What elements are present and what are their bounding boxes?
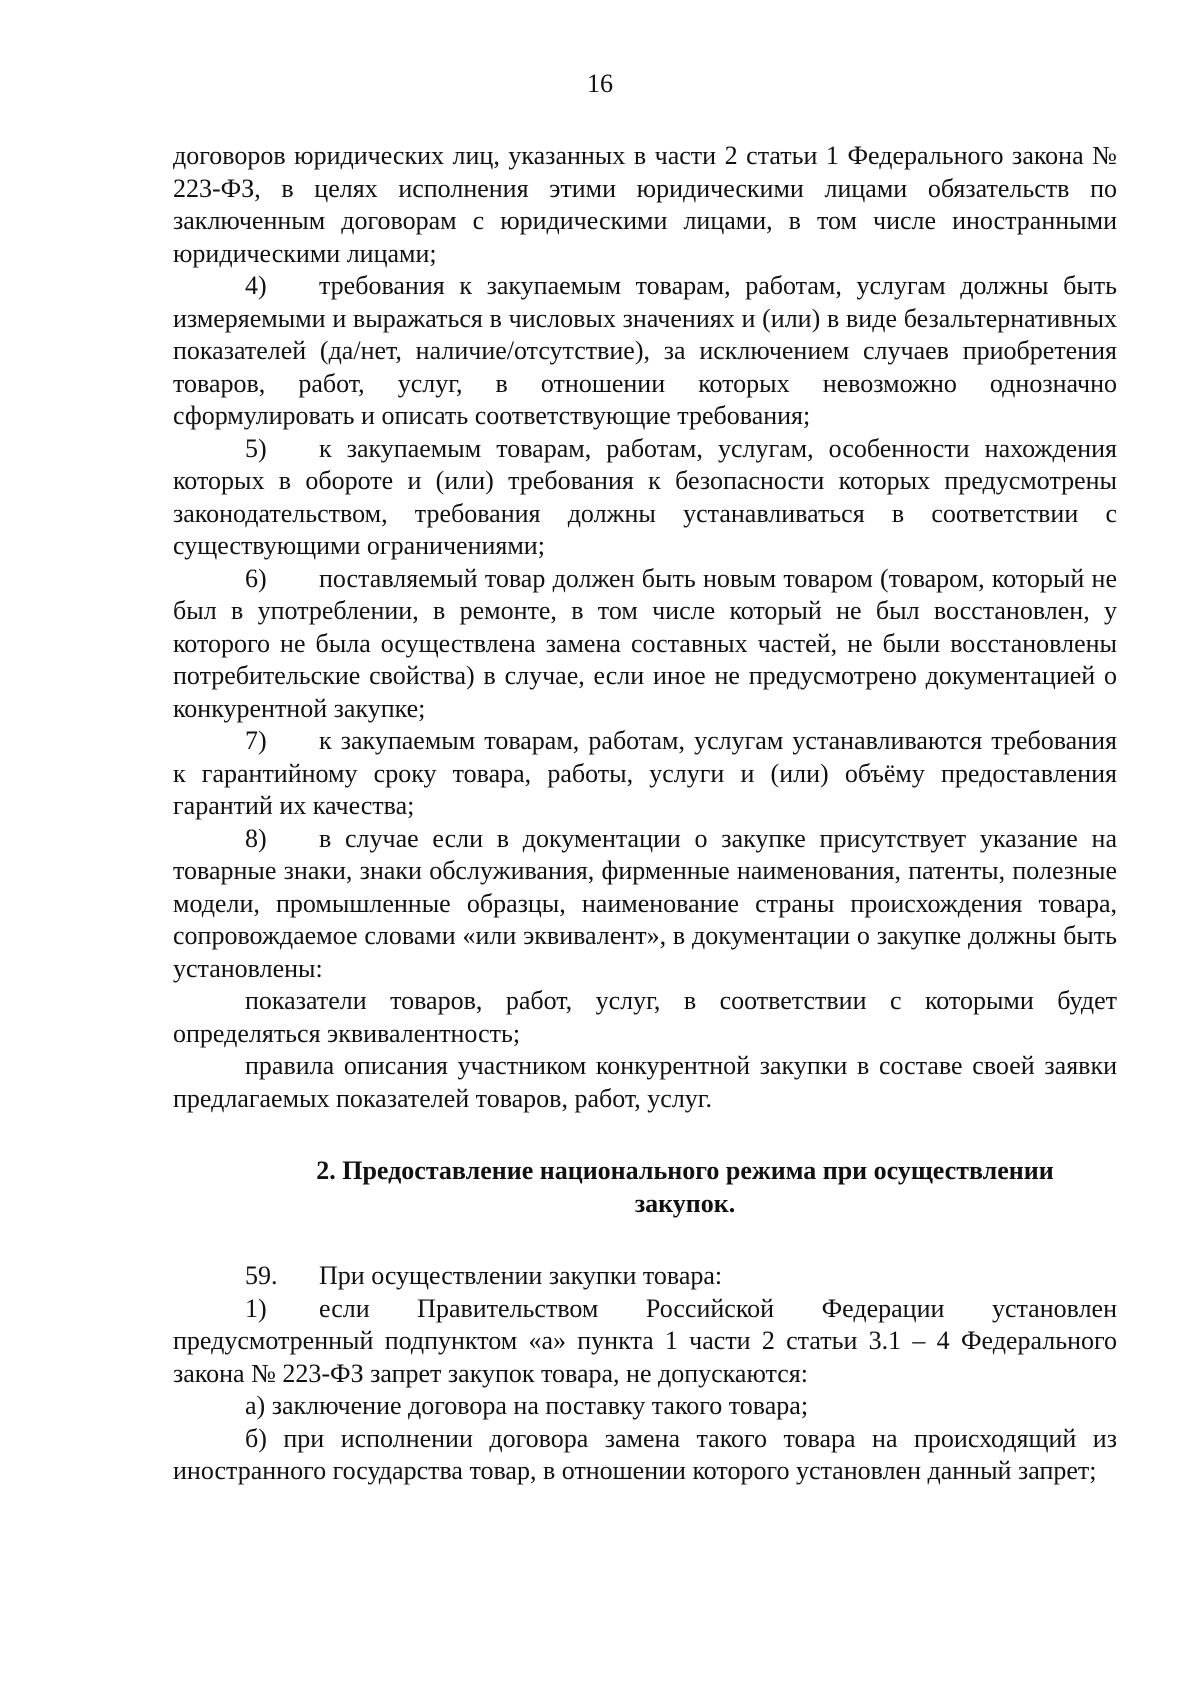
list-item-6 (173, 563, 1117, 726)
item-text: к закупаемым товарам, работам, услугам, особенности нахождения которых в обороте и (или) требования к безопасности которых предусмотрены законодательством, требования должны устанавливаться в соответствии с существующими ограничениями; (173, 433, 1117, 560)
subitem-b: б) при исполнении договора замена такого товара на происходящий из иностранного государства товар, в отношении которого установлен данный запрет; (173, 1423, 1117, 1485)
item-number: 6) (245, 563, 267, 593)
item-number: 1) (245, 1293, 267, 1323)
paragraph-equivalence-indicators: показатели товаров, работ, услуг, в соответствии с которыми будет определяться эквивалентность; (173, 986, 1117, 1048)
clause-text: При осуществлении закупки товара: (319, 1261, 723, 1290)
item-text: требования к закупаемым товарам, работам, услугам должны быть измеряемыми и выражаться в числовых значениях и (или) в виде безальтернативных показателей (да/нет, наличие/отсутствие), за исключением случаев приобретения товаров, работ, услуг, в отношении которых невозможно однозначно сформулировать и описать соответствующие требования; (173, 271, 1117, 430)
item-text: поставляемый товар должен быть новым товаром (товаром, который не был в употреблении, в ремонте, в том числе который не был восстановлен, у которого не была осуществлена замена составных частей, не были восстановлены потребительские свойства) в случае, если иное не предусмотрено документацией о конкурентной закупке; (173, 563, 1117, 723)
section-heading (173, 1155, 1117, 1220)
paragraph-continuation: договоров юридических лиц, указанных в части 2 статьи 1 Федерального закона № 223-ФЗ, в целях исполнения этими юридическими лицами обязательств по заключенным договорам с юридическими лицами, в том числе иностранными юридическими лицами; (173, 141, 1117, 268)
item-number: 7) (245, 726, 267, 755)
item-text: если Правительством Российской Федерации установлен предусмотренный подпунктом «а» пункта 1 части 2 статьи 3.1 – 4 Федерального закона № 223-ФЗ запрет закупок товара, не допускаются: (173, 1293, 1117, 1388)
list-item-4 (173, 270, 1117, 433)
section-heading-line-1: 2. Предоставление национального режима при осуществлении (316, 1156, 1054, 1185)
list-item-5 (173, 433, 1117, 563)
list-item-8 (173, 823, 1117, 986)
list-item-7 (173, 725, 1117, 823)
subitem-a: а) заключение договора на поставку такого товара; (245, 1391, 809, 1420)
item-text: в случае если в документации о закупке присутствует указание на товарные знаки, знаки обслуживания, фирменные наименования, патенты, полезные модели, промышленные образцы, наименование страны происхождения товара, сопровождаемое словами «или эквивалент», в документации о закупке должны быть установлены: (173, 823, 1117, 983)
item-number: 5) (245, 433, 267, 463)
item-number: 4) (245, 271, 267, 300)
section-heading-line-2: закупок. (634, 1188, 736, 1218)
document-body (173, 140, 1117, 1488)
clause-59 (173, 1260, 1117, 1293)
page-number: 16 (587, 69, 613, 98)
paragraph-description-rules: правила описания участником конкурентной закупки в составе своей заявки предлагаемых показателей товаров, работ, услуг. (173, 1051, 1117, 1113)
list-item-1 (173, 1293, 1117, 1391)
item-text: к закупаемым товарам, работам, услугам устанавливаются требования к гарантийному сроку товара, работы, услуги и (или) объёму предоставления гарантий их качества; (173, 726, 1117, 820)
item-number: 8) (245, 823, 267, 853)
clause-number: 59. (245, 1261, 278, 1290)
